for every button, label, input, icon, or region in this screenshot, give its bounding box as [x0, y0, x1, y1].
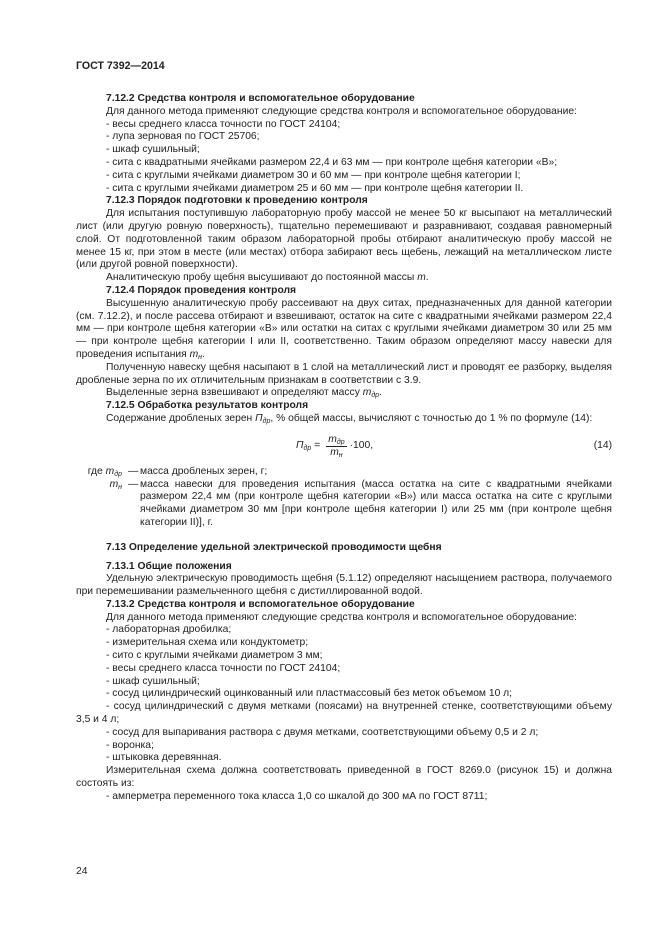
formula-equals: =: [314, 439, 321, 451]
legend-symbol: $m_н$: [109, 478, 122, 491]
list-item: - шкаф сушильный;: [106, 144, 200, 156]
list-item: - весы среднего класса точности по ГОСТ 24104;: [106, 118, 341, 130]
formula-legend: [76, 466, 612, 530]
legend-row: где $m_{др}$ — масса дробленых зерен, г;: [87, 465, 268, 478]
list-item: - сосуд цилиндрический оцинкованный или пластмассовый без меток объемом 10 л;: [106, 688, 513, 700]
list-item: - шкаф сушильный;: [106, 675, 200, 687]
list-item: - сосуд цилиндрический с двумя метками (поясами) на внутренней стенке, соответствующими объему 3,5 и 4 л;: [76, 701, 612, 726]
formula-multiplier: ·100,: [349, 439, 374, 451]
symbol-m: m: [417, 272, 426, 284]
list-item: - лабораторная дробилка;: [106, 624, 232, 636]
page-number: 24: [76, 866, 88, 877]
formula-14: [76, 428, 612, 464]
formula-expression: [296, 434, 373, 459]
list-item: - штыковка деревянная.: [106, 752, 222, 764]
list-item: - воронка;: [106, 739, 154, 751]
section-7-12-4-paragraph-2: Полученную навеску щебня насыпают в 1 слой на металлический лист и проводят ее разборку, выделяя дробленые зерна по их отличительным признакам в соответствии с 3.9.: [76, 361, 612, 386]
section-7-13-title: 7.13 Определение удельной электрической проводимости щебня: [106, 541, 442, 553]
list-item: - измерительная схема или кондуктометр;: [106, 637, 309, 649]
list-item: - сито с круглыми ячейками диаметром 3 мм;: [106, 650, 323, 662]
formula-number: (14): [593, 439, 612, 451]
section-7-13-2-scheme: Измерительная схема должна соответствовать приведенной в ГОСТ 8269.0 (рисунок 15) и должна состоять из:: [76, 765, 612, 790]
section-7-12-5-title: 7.12.5 Обработка результатов контроля: [106, 400, 309, 412]
legend-symbol: $m_{др}$: [105, 465, 122, 478]
section-7-13-2-title: 7.13.2 Средства контроля и вспомогательное оборудование: [106, 598, 415, 610]
section-7-12-4-paragraph-1: Высушенную аналитическую пробу рассеивают на двух ситах, предназначенных для данной категории (см. 7.12.2), и после рассева отбирают и взвешивают, остаток на сите с квадратными ячейками размером 22,4 мм — при контроле щебня категории «В» или остатки на ситах с круглыми ячейками диаметром 30 или 25 мм — при контроле щебня категории I или II, соответственно. Таким образом определяют массу навески для проведения испытания $m_н$.: [76, 297, 612, 361]
section-7-12-3-title: 7.12.3 Порядок подготовки к проведению контроля: [106, 195, 368, 207]
list-item: - сита с круглыми ячейками диаметром 25 и 60 мм — при контроле щебня категории II.: [106, 182, 524, 194]
section-7-13-1-paragraph: Удельную электрическую проводимость щебня (5.1.12) определяют насыщением раствора, получаемого при перемешивании размельченного щебня с дистиллированной водой.: [76, 573, 612, 598]
section-7-13-2-intro: Для данного метода применяют следующие средства контроля и вспомогательное оборудование:: [106, 611, 577, 623]
section-7-12-3-drying: Аналитическую пробу щебня высушивают до постоянной массы m.: [106, 272, 429, 284]
legend-row: $m_н$ — масса навески для проведения испытания (масса остатка на сите с квадратными ячейками размером 22,4 мм (при контроле щебня категории «В») или масса остатка на сите с круглыми ячейками диаметром 30 мм [при контроле щебня категории I) или 25 мм (при контроле щебня категории II)], г.: [109, 478, 612, 528]
section-7-12-2-title: 7.12.2 Средства контроля и вспомогательное оборудование: [106, 93, 415, 104]
formula-lhs: $П_{др}$: [296, 439, 312, 452]
section-7-12-5-paragraph: Содержание дробленых зерен $П_{др}$, % общей массы, вычисляют с точностью до 1 % по формуле (14):: [106, 412, 593, 425]
list-item: - лупа зерновая по ГОСТ 25706;: [106, 131, 260, 143]
section-7-12-4-paragraph-3: Выделенные зерна взвешивают и определяют массу $m_{др}$.: [106, 387, 382, 400]
standard-header: ГОСТ 7392—2014: [76, 60, 165, 72]
symbol-m-dr: $m_{др}$: [362, 387, 380, 400]
list-item: - сита с круглыми ячейками диаметром 30 и 60 мм — при контроле щебня категории I;: [106, 169, 521, 181]
section-7-12-4-title: 7.12.4 Порядок проведения контроля: [106, 284, 297, 296]
formula-fraction: [326, 434, 346, 459]
list-item: - амперметра переменного тока класса 1,0 со шкалой до 300 мА по ГОСТ 8711;: [106, 790, 488, 802]
list-item: - весы среднего класса точности по ГОСТ 24104;: [106, 662, 341, 674]
document-content: [76, 93, 612, 804]
section-7-12-3-paragraph: Для испытания поступившую лабораторную пробу массой не менее 50 кг высыпают на металлический лист (или другую ровную поверхность), тщательно перемешивают и разравнивают, создавая равномерный слой. От подготовленной таким образом лабораторной пробы отбирают аналитическую пробу массой не менее 15 кг, при этом в месте (или местах) отбора забирают весь щебень, лежащий на металлическом листе (или другой ровной поверхности).: [76, 208, 612, 271]
section-7-13-1-title: 7.13.1 Общие положения: [106, 560, 232, 572]
formula-numerator: $m_{др}$: [328, 433, 345, 446]
formula-denominator: $m_н$: [330, 446, 343, 459]
list-item: - сосуд для выпаривания раствора с двумя метками, соответствующими объему 0,5 и 2 л;: [106, 726, 539, 738]
list-item: - сита с квадратными ячейками размером 22,4 и 63 мм — при контроле щебня категории «В»;: [106, 156, 558, 168]
symbol-m-n: $m_н$: [189, 348, 203, 361]
section-7-12-2-intro: Для данного метода применяют следующие средства контроля и вспомогательное оборудование:: [106, 105, 577, 117]
symbol-p-dr: $П_{др}$: [255, 412, 271, 425]
